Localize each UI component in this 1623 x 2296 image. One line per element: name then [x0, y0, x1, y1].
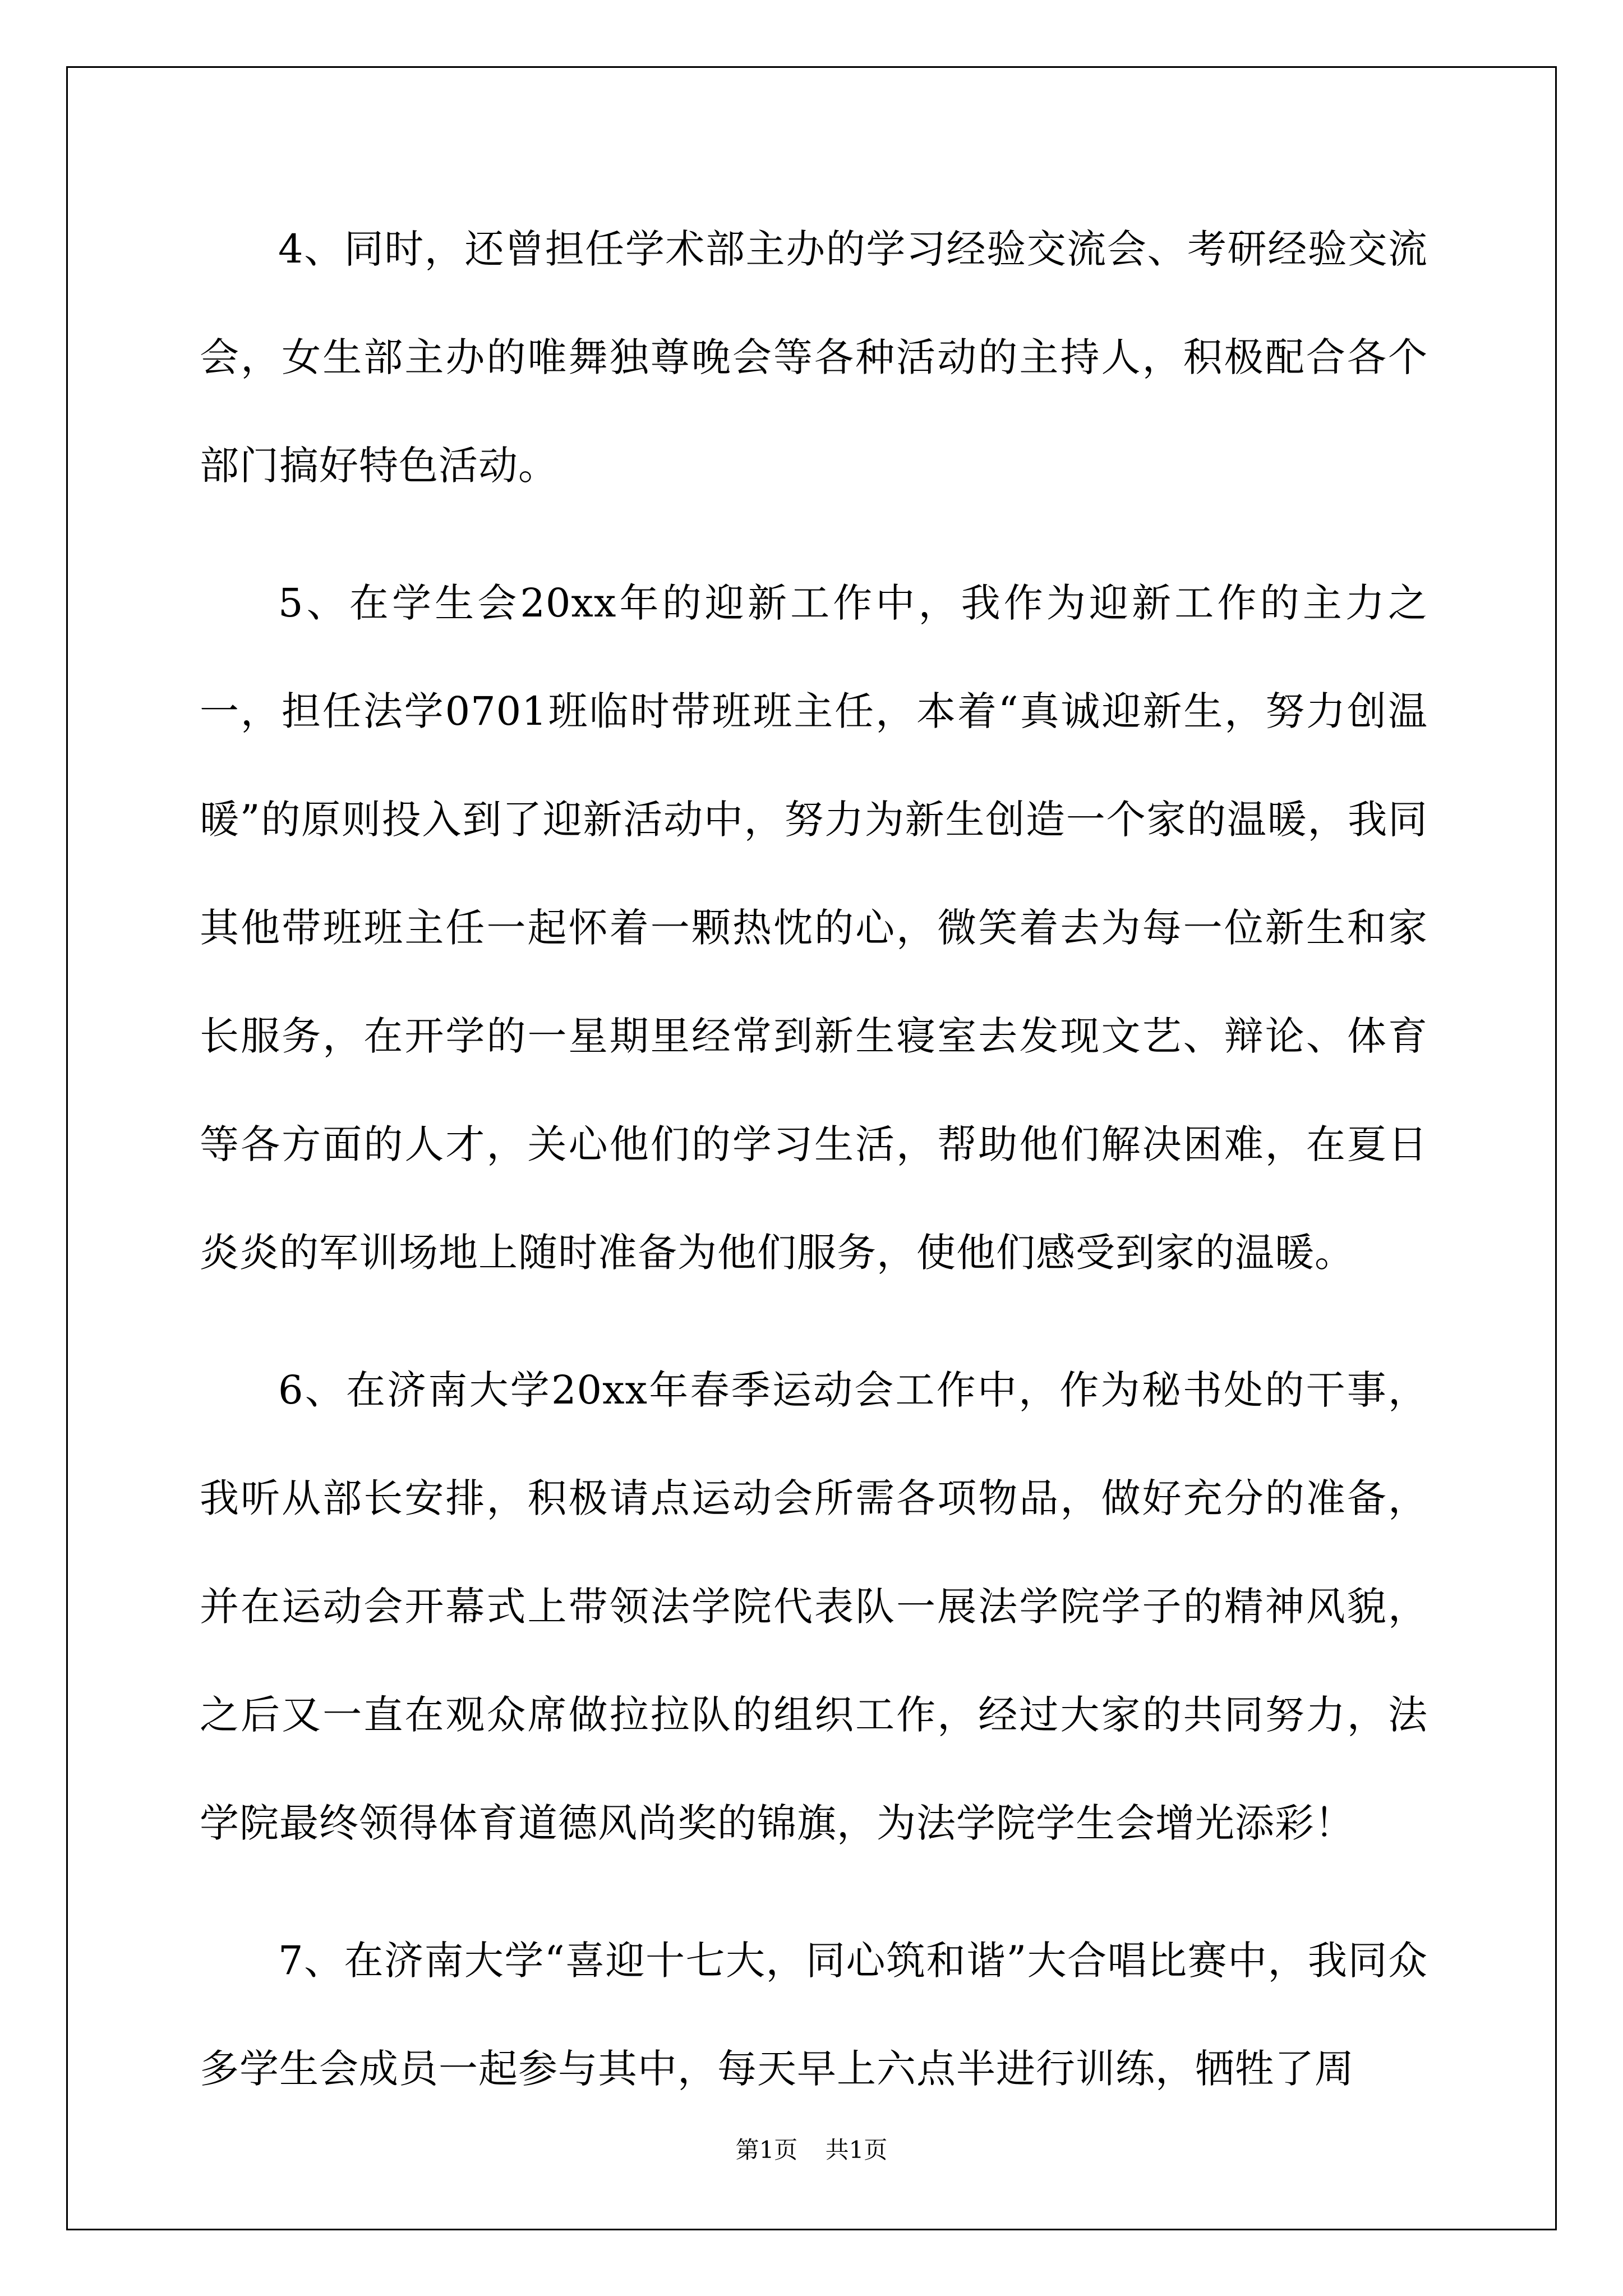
- paragraph-7: 7、在济南大学“喜迎十七大，同心筑和谐”大合唱比赛中，我同众多学生会成员一起参与其中，每天早上六点半进行训练，牺牲了周: [200, 1938, 1428, 2092]
- page-total: 共1页: [825, 2136, 888, 2164]
- page-footer: [0, 2132, 1623, 2165]
- document-body: [200, 195, 1428, 2152]
- paragraph-5: 5、在学生会20xx年的迎新工作中，我作为迎新工作的主力之一，担任法学0701班临时带班班主任，本着“真诚迎新生，努力创温暖”的原则投入到了迎新活动中，努力为新生创造一个家的温暖，我同其他带班班主任一起怀着一颗热忱的心，微笑着去为每一位新生和家长服务，在开学的一星期里经常到新生寝室去发现文艺、辩论、体育等各方面的人才，关心他们的学习生活，帮助他们解决困难，在夏日炎炎的军训场地上随时准备为他们服务，使他们感受到家的温暖。: [200, 580, 1428, 1276]
- page-number: 第1页: [735, 2136, 798, 2164]
- paragraph-6: 6、在济南大学20xx年春季运动会工作中，作为秘书处的干事，我听从部长安排，积极请点运动会所需各项物品，做好充分的准备，并在运动会开幕式上带领法学院代表队一展法学院学子的精神风貌，之后又一直在观众席做拉拉队的组织工作，经过大家的共同努力，法学院最终领得体育道德风尚奖的锦旗，为法学院学生会增光添彩！: [200, 1367, 1428, 1846]
- paragraph-4: 4、同时，还曾担任学术部主办的学习经验交流会、考研经验交流会，女生部主办的唯舞独尊晚会等各种活动的主持人，积极配合各个部门搞好特色活动。: [200, 226, 1428, 489]
